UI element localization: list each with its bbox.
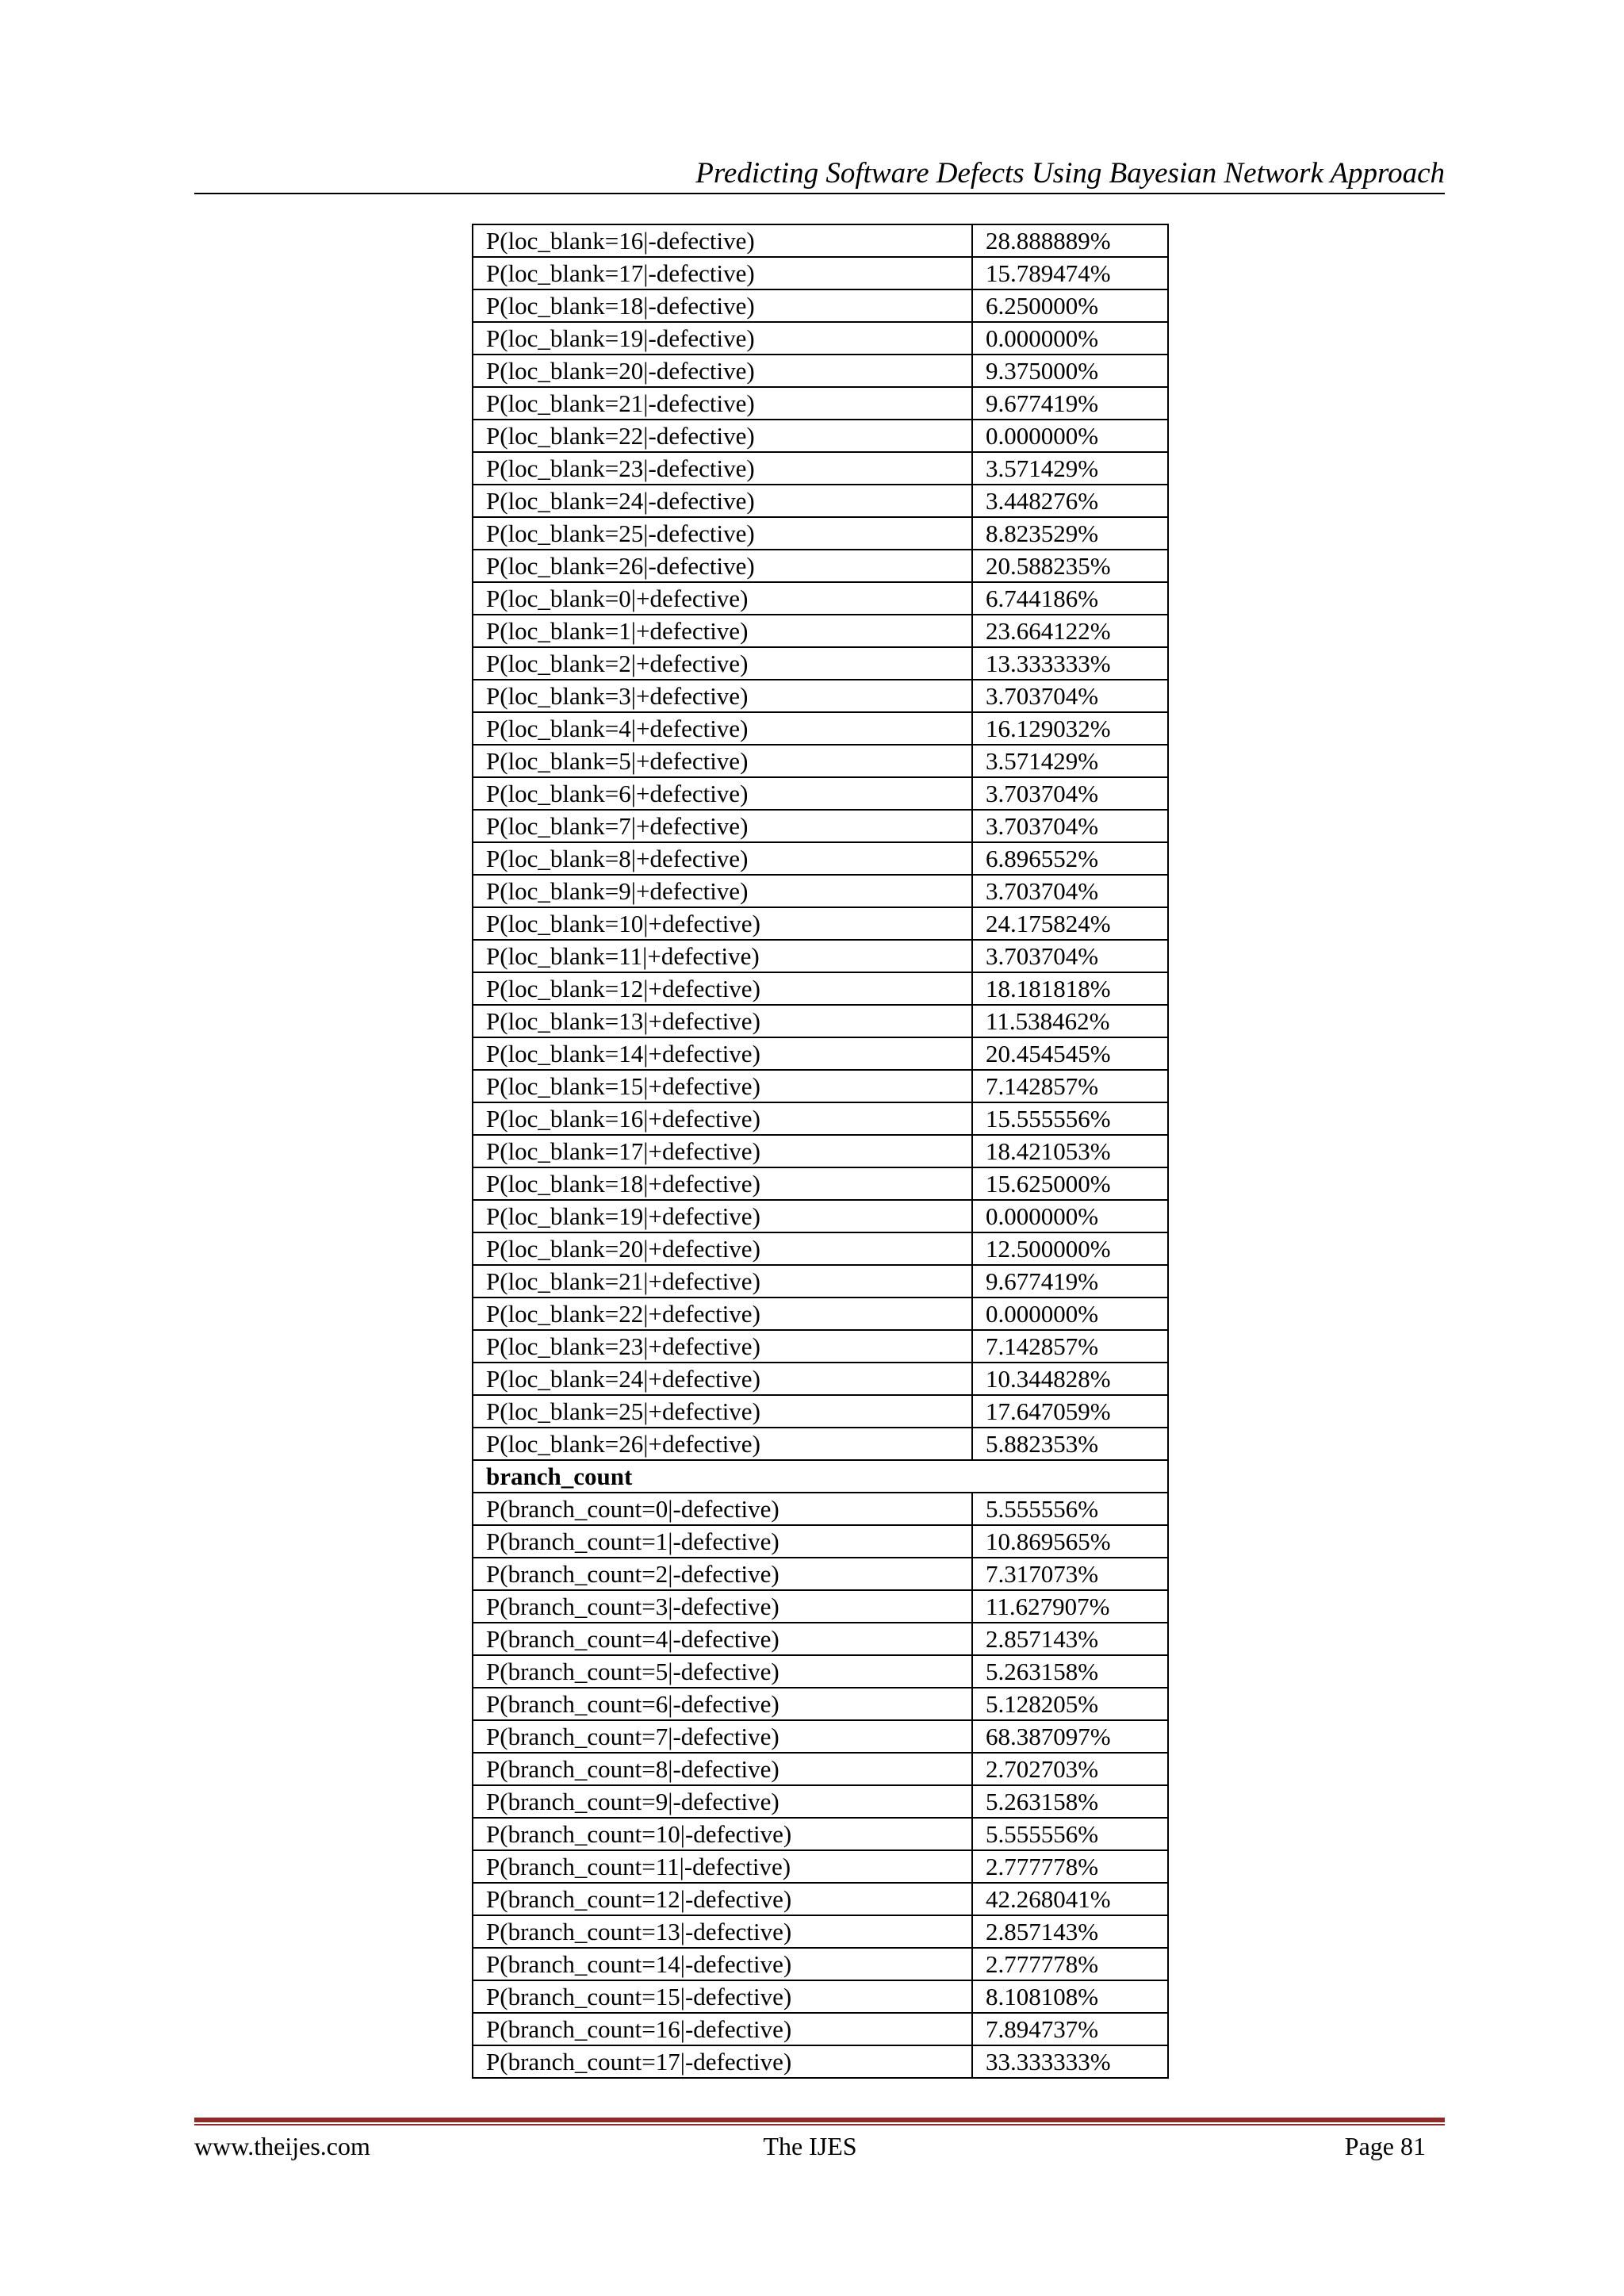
table-row	[473, 1915, 1168, 1948]
probability-label: P(branch_count=2|-defective)	[473, 1558, 972, 1590]
probability-label: P(branch_count=13|-defective)	[473, 1915, 972, 1948]
probability-label: P(branch_count=3|-defective)	[473, 1590, 972, 1623]
probability-value: 8.823529%	[972, 517, 1168, 550]
probability-label: P(loc_blank=14|+defective)	[473, 1037, 972, 1070]
table-row	[473, 1785, 1168, 1818]
probability-label: P(loc_blank=6|+defective)	[473, 777, 972, 810]
probability-value: 17.647059%	[972, 1395, 1168, 1428]
table-row	[473, 712, 1168, 745]
probability-label: P(loc_blank=13|+defective)	[473, 1005, 972, 1037]
probability-label: P(loc_blank=17|-defective)	[473, 257, 972, 289]
table-row	[473, 1558, 1168, 1590]
table-row	[473, 1395, 1168, 1428]
probability-value: 3.448276%	[972, 485, 1168, 517]
probability-label: P(loc_blank=11|+defective)	[473, 940, 972, 972]
probability-label: P(branch_count=8|-defective)	[473, 1753, 972, 1785]
table-row	[473, 777, 1168, 810]
probability-value: 0.000000%	[972, 420, 1168, 452]
probability-value: 5.128205%	[972, 1688, 1168, 1720]
table-row	[473, 1850, 1168, 1883]
table-row	[473, 224, 1168, 257]
probability-value: 7.142857%	[972, 1070, 1168, 1102]
probability-label: P(loc_blank=20|-defective)	[473, 355, 972, 387]
probability-value: 15.625000%	[972, 1167, 1168, 1200]
probability-value: 68.387097%	[972, 1720, 1168, 1753]
table-section-row	[473, 1460, 1168, 1493]
table-row	[473, 582, 1168, 615]
probability-value: 6.896552%	[972, 842, 1168, 875]
probability-value: 5.263158%	[972, 1655, 1168, 1688]
table-row	[473, 745, 1168, 777]
probability-value: 42.268041%	[972, 1883, 1168, 1915]
probability-label: P(branch_count=11|-defective)	[473, 1850, 972, 1883]
page-footer	[194, 2130, 1426, 2162]
table-row	[473, 1232, 1168, 1265]
probability-value: 3.703704%	[972, 810, 1168, 842]
table-row	[473, 810, 1168, 842]
table-row	[473, 322, 1168, 355]
table-row	[473, 907, 1168, 940]
probability-value: 2.857143%	[972, 1915, 1168, 1948]
table-row	[473, 289, 1168, 322]
probability-value: 10.869565%	[972, 1525, 1168, 1558]
probability-label: P(loc_blank=0|+defective)	[473, 582, 972, 615]
probability-value: 7.142857%	[972, 1330, 1168, 1363]
table-row	[473, 680, 1168, 712]
probability-value: 9.375000%	[972, 355, 1168, 387]
table-row	[473, 1297, 1168, 1330]
probability-label: P(loc_blank=26|-defective)	[473, 550, 972, 582]
probability-value: 8.108108%	[972, 1980, 1168, 2013]
footer-divider-thin	[194, 2124, 1445, 2125]
table-row	[473, 1818, 1168, 1850]
probability-value: 7.894737%	[972, 2013, 1168, 2045]
probability-label: P(loc_blank=22|+defective)	[473, 1297, 972, 1330]
table-row	[473, 842, 1168, 875]
probability-value: 3.703704%	[972, 680, 1168, 712]
table-row	[473, 1753, 1168, 1785]
probability-table-container	[472, 224, 1169, 2079]
probability-label: P(loc_blank=16|-defective)	[473, 224, 972, 257]
probability-label: P(branch_count=17|-defective)	[473, 2045, 972, 2078]
table-row	[473, 1655, 1168, 1688]
probability-value: 3.703704%	[972, 940, 1168, 972]
probability-label: P(branch_count=14|-defective)	[473, 1948, 972, 1980]
probability-label: P(loc_blank=2|+defective)	[473, 647, 972, 680]
probability-label: P(branch_count=0|-defective)	[473, 1493, 972, 1525]
table-row	[473, 1720, 1168, 1753]
table-row	[473, 1525, 1168, 1558]
probability-table	[472, 224, 1169, 2079]
table-row	[473, 1070, 1168, 1102]
footer-journal: The IJES	[763, 2132, 857, 2160]
probability-label: P(loc_blank=9|+defective)	[473, 875, 972, 907]
probability-label: P(loc_blank=19|-defective)	[473, 322, 972, 355]
table-row	[473, 1948, 1168, 1980]
probability-value: 13.333333%	[972, 647, 1168, 680]
table-row	[473, 355, 1168, 387]
probability-value: 16.129032%	[972, 712, 1168, 745]
table-row	[473, 420, 1168, 452]
probability-label: P(loc_blank=24|-defective)	[473, 485, 972, 517]
probability-value: 5.882353%	[972, 1428, 1168, 1460]
probability-value: 9.677419%	[972, 387, 1168, 420]
probability-label: P(loc_blank=18|-defective)	[473, 289, 972, 322]
probability-label: P(branch_count=16|-defective)	[473, 2013, 972, 2045]
probability-value: 2.777778%	[972, 1948, 1168, 1980]
probability-label: P(loc_blank=24|+defective)	[473, 1363, 972, 1395]
probability-value: 15.789474%	[972, 257, 1168, 289]
probability-table-body	[473, 224, 1168, 2078]
probability-label: P(loc_blank=4|+defective)	[473, 712, 972, 745]
probability-value: 12.500000%	[972, 1232, 1168, 1265]
probability-label: P(loc_blank=25|-defective)	[473, 517, 972, 550]
probability-label: P(loc_blank=7|+defective)	[473, 810, 972, 842]
probability-label: P(branch_count=10|-defective)	[473, 1818, 972, 1850]
probability-label: P(loc_blank=20|+defective)	[473, 1232, 972, 1265]
probability-label: P(loc_blank=8|+defective)	[473, 842, 972, 875]
table-row	[473, 1102, 1168, 1135]
table-row	[473, 1330, 1168, 1363]
table-row	[473, 257, 1168, 289]
probability-value: 10.344828%	[972, 1363, 1168, 1395]
table-row	[473, 1980, 1168, 2013]
running-header-title: Predicting Software Defects Using Bayesian Network Approach	[695, 157, 1445, 190]
probability-label: P(loc_blank=23|-defective)	[473, 452, 972, 485]
probability-label: P(loc_blank=12|+defective)	[473, 972, 972, 1005]
probability-value: 2.777778%	[972, 1850, 1168, 1883]
probability-value: 18.421053%	[972, 1135, 1168, 1167]
table-row	[473, 387, 1168, 420]
footer-divider	[194, 2118, 1445, 2125]
probability-value: 5.263158%	[972, 1785, 1168, 1818]
probability-value: 0.000000%	[972, 1200, 1168, 1232]
table-row	[473, 485, 1168, 517]
probability-value: 20.454545%	[972, 1037, 1168, 1070]
probability-value: 0.000000%	[972, 322, 1168, 355]
header-divider	[194, 193, 1445, 194]
table-row	[473, 1265, 1168, 1297]
table-row	[473, 550, 1168, 582]
probability-value: 0.000000%	[972, 1297, 1168, 1330]
footer-page-number: Page 81	[1344, 2132, 1426, 2160]
table-row	[473, 1167, 1168, 1200]
table-row	[473, 2013, 1168, 2045]
probability-label: P(branch_count=1|-defective)	[473, 1525, 972, 1558]
probability-value: 9.677419%	[972, 1265, 1168, 1297]
table-row	[473, 1590, 1168, 1623]
probability-label: P(loc_blank=21|+defective)	[473, 1265, 972, 1297]
footer-divider-thick	[194, 2118, 1445, 2122]
probability-label: P(loc_blank=15|+defective)	[473, 1070, 972, 1102]
table-row	[473, 1005, 1168, 1037]
probability-value: 11.538462%	[972, 1005, 1168, 1037]
probability-label: P(branch_count=7|-defective)	[473, 1720, 972, 1753]
probability-value: 33.333333%	[972, 2045, 1168, 2078]
probability-value: 11.627907%	[972, 1590, 1168, 1623]
table-row	[473, 1200, 1168, 1232]
probability-value: 15.555556%	[972, 1102, 1168, 1135]
probability-label: P(loc_blank=23|+defective)	[473, 1330, 972, 1363]
table-row	[473, 452, 1168, 485]
table-row	[473, 1883, 1168, 1915]
table-row	[473, 1363, 1168, 1395]
table-row	[473, 615, 1168, 647]
probability-label: P(loc_blank=18|+defective)	[473, 1167, 972, 1200]
probability-label: P(loc_blank=16|+defective)	[473, 1102, 972, 1135]
probability-value: 24.175824%	[972, 907, 1168, 940]
probability-value: 3.703704%	[972, 777, 1168, 810]
probability-label: P(branch_count=15|-defective)	[473, 1980, 972, 2013]
probability-value: 7.317073%	[972, 1558, 1168, 1590]
probability-value: 6.744186%	[972, 582, 1168, 615]
probability-value: 3.571429%	[972, 745, 1168, 777]
table-row	[473, 1037, 1168, 1070]
table-row	[473, 2045, 1168, 2078]
probability-value: 2.857143%	[972, 1623, 1168, 1655]
probability-label: P(loc_blank=17|+defective)	[473, 1135, 972, 1167]
probability-value: 3.703704%	[972, 875, 1168, 907]
probability-value: 2.702703%	[972, 1753, 1168, 1785]
table-row	[473, 517, 1168, 550]
table-row	[473, 1623, 1168, 1655]
probability-label: P(loc_blank=26|+defective)	[473, 1428, 972, 1460]
probability-label: P(loc_blank=21|-defective)	[473, 387, 972, 420]
table-row	[473, 972, 1168, 1005]
table-row	[473, 875, 1168, 907]
probability-label: P(loc_blank=22|-defective)	[473, 420, 972, 452]
probability-value: 3.571429%	[972, 452, 1168, 485]
table-row	[473, 1688, 1168, 1720]
probability-value: 23.664122%	[972, 615, 1168, 647]
probability-value: 28.888889%	[972, 224, 1168, 257]
probability-value: 6.250000%	[972, 289, 1168, 322]
probability-value: 5.555556%	[972, 1493, 1168, 1525]
probability-label: P(loc_blank=25|+defective)	[473, 1395, 972, 1428]
table-row	[473, 1135, 1168, 1167]
probability-label: P(branch_count=9|-defective)	[473, 1785, 972, 1818]
probability-label: P(loc_blank=5|+defective)	[473, 745, 972, 777]
table-row	[473, 647, 1168, 680]
table-row	[473, 1428, 1168, 1460]
section-heading: branch_count	[473, 1460, 1168, 1493]
table-row	[473, 940, 1168, 972]
probability-label: P(loc_blank=1|+defective)	[473, 615, 972, 647]
probability-label: P(loc_blank=3|+defective)	[473, 680, 972, 712]
table-row	[473, 1493, 1168, 1525]
footer-website: www.theijes.com	[194, 2132, 370, 2160]
probability-label: P(branch_count=12|-defective)	[473, 1883, 972, 1915]
probability-label: P(branch_count=6|-defective)	[473, 1688, 972, 1720]
probability-value: 18.181818%	[972, 972, 1168, 1005]
probability-label: P(branch_count=4|-defective)	[473, 1623, 972, 1655]
probability-label: P(loc_blank=10|+defective)	[473, 907, 972, 940]
probability-value: 20.588235%	[972, 550, 1168, 582]
probability-label: P(loc_blank=19|+defective)	[473, 1200, 972, 1232]
probability-label: P(branch_count=5|-defective)	[473, 1655, 972, 1688]
probability-value: 5.555556%	[972, 1818, 1168, 1850]
